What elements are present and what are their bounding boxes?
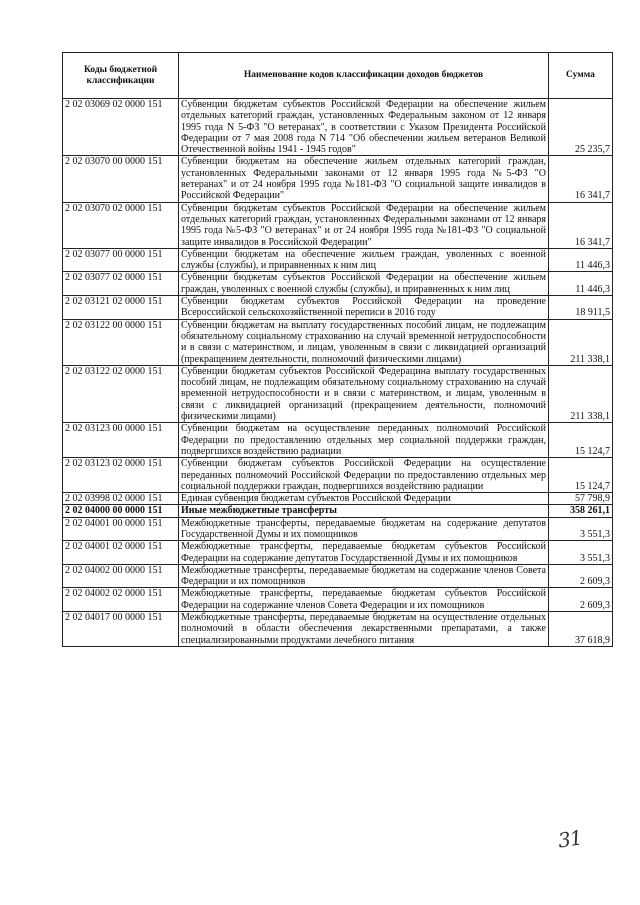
row-code: 2 02 04001 02 0000 151 [63,541,179,565]
row-name: Субвенции бюджетам субъектов Российской Федерацина выплату государственных пособий лицам, не подлежащим обязательному социальному страхованию на случай временной нетрудоспособности и в связи с материнством, и лицам, уволенным в связи с ликвидацией организаций (прекращением деятельности, полномочий физическими лицами) [179,365,549,422]
table-row [63,612,613,647]
row-name: Иные межбюджетные трансферты [179,505,549,517]
row-code: 2 02 03070 00 0000 151 [63,156,179,202]
row-name: Межбюджетные трансферты, передаваемые бюджетам на содержание депутатов Государственной Думы и их помощников [179,517,549,541]
table-header-row [63,53,613,99]
budget-revenue-table [62,52,613,647]
table-row [63,588,613,612]
row-sum: 16 341,7 [549,156,613,202]
row-code: 2 02 03077 00 0000 151 [63,248,179,272]
table-row [63,248,613,272]
row-code: 2 02 04002 00 0000 151 [63,564,179,588]
row-name: Субвенции бюджетам субъектов Российской Федерации на проведение Всероссийской сельскохозяйственной переписи в 2016 году [179,296,549,320]
table-row [63,156,613,202]
header-sum: Сумма [549,53,613,99]
row-name: Межбюджетные трансферты, передаваемые бюджетам на осуществление отдельных полномочий в области обеспечения лекарственными препаратами, а также специализированными продуктами лечебного питания [179,612,549,647]
row-sum: 2 609,3 [549,564,613,588]
row-code: 2 02 04000 00 0000 151 [63,505,179,517]
row-sum: 3 551,3 [549,517,613,541]
row-sum: 16 341,7 [549,202,613,248]
row-code: 2 02 03069 02 0000 151 [63,99,179,156]
row-name: Единая субвенция бюджетам субъектов Российской Федерации [179,493,549,505]
row-sum: 211 338,1 [549,319,613,365]
row-code: 2 02 03123 00 0000 151 [63,423,179,458]
table-row [63,296,613,320]
table-row [63,541,613,565]
table-row [63,564,613,588]
table-row [63,505,613,517]
row-sum: 3 551,3 [549,541,613,565]
row-code: 2 02 04002 02 0000 151 [63,588,179,612]
row-code: 2 02 03122 00 0000 151 [63,319,179,365]
row-name: Субвенции бюджетам субъектов Российской Федерации на обеспечение жильем граждан, уволенных с военной службы (службы), и приравненных к ним лиц [179,272,549,296]
row-code: 2 02 03070 02 0000 151 [63,202,179,248]
row-name: Субвенции бюджетам на обеспечение жильем граждан, уволенных с военной службы (службы), и приравненных к ним лиц [179,248,549,272]
table-body [63,99,613,647]
row-code: 2 02 03121 02 0000 151 [63,296,179,320]
table-row [63,365,613,422]
row-name: Межбюджетные трансферты, передаваемые бюджетам субъектов Российской Федерации на содержание членов Совета Федерации и их помощников [179,588,549,612]
row-code: 2 02 03077 02 0000 151 [63,272,179,296]
row-sum: 11 446,3 [549,272,613,296]
row-sum: 211 338,1 [549,365,613,422]
table-row [63,202,613,248]
row-sum: 25 235,7 [549,99,613,156]
table-row [63,272,613,296]
row-sum: 15 124,7 [549,458,613,493]
table-row [63,319,613,365]
row-code: 2 02 03122 02 0000 151 [63,365,179,422]
row-name: Субвенции бюджетам субъектов Российской Федерации на осуществление переданных полномочий Российской Федерации по предоставлению отдельных мер социальной поддержки граждан, подвергшихся воздействию радиации [179,458,549,493]
row-sum: 37 618,9 [549,612,613,647]
table-row [63,423,613,458]
table-row [63,517,613,541]
row-sum: 358 261,1 [549,505,613,517]
row-name: Межбюджетные трансферты, передаваемые бюджетам субъектов Российской Федерации на содержание депутатов Государственной Думы и их помощников [179,541,549,565]
header-name: Наименование кодов классификации доходов бюджетов [179,53,549,99]
row-sum: 18 911,5 [549,296,613,320]
row-sum: 2 609,3 [549,588,613,612]
row-sum: 11 446,3 [549,248,613,272]
table-row [63,99,613,156]
row-name: Субвенции бюджетам на осуществление переданных полномочий Российской Федерации по предоставлению отдельных мер социальной поддержки граждан, подвергшихся воздействию радиации [179,423,549,458]
row-code: 2 02 04001 00 0000 151 [63,517,179,541]
row-code: 2 02 04017 00 0000 151 [63,612,179,647]
row-sum: 15 124,7 [549,423,613,458]
row-name: Субвенции бюджетам субъектов Российской Федерации на обеспечение жильем отдельных категорий граждан, установленных Федеральным законом от 12 января 1995 года N 5-ФЗ "О ветеранах", в соответствии с Указом Президента Российской Федерации от 7 мая 2008 года N 714 "Об обеспечении жильем ветеранов Великой Отечественной войны 1941 - 1945 годов" [179,99,549,156]
row-name: Субвенции бюджетам на обеспечение жильем отдельных категорий граждан, установленных Федеральными законами от 12 января 1995 года №5-ФЗ "О ветеранах" и от 24 ноября 1995 года №181-ФЗ "О социальной защите инвалидов в Российской Федерации" [179,156,549,202]
row-name: Субвенции бюджетам на выплату государственных пособий лицам, не подлежащим обязательному социальному страхованию на случай временной нетрудоспособности и в связи с материнством, и лицам, уволенным в связи с ликвидацией организаций (прекращением деятельности, полномочий физическими лицами) [179,319,549,365]
row-code: 2 02 03998 02 0000 151 [63,493,179,505]
row-sum: 57 798,9 [549,493,613,505]
header-codes: Коды бюджетной классификации [63,53,179,99]
table-row [63,493,613,505]
row-name: Межбюджетные трансферты, передаваемые бюджетам на содержание членов Совета Федерации и их помощников [179,564,549,588]
table-row [63,458,613,493]
page-number: 31 [556,825,584,853]
row-code: 2 02 03123 02 0000 151 [63,458,179,493]
row-name: Субвенции бюджетам субъектов Российской Федерации на обеспечение жильем отдельных категорий граждан, установленных Федеральными законами от 12 января 1995 года №5-ФЗ "О ветеранах" и от 24 ноября 1995 года №181-ФЗ "О социальной защите инвалидов в Российской Федерации" [179,202,549,248]
